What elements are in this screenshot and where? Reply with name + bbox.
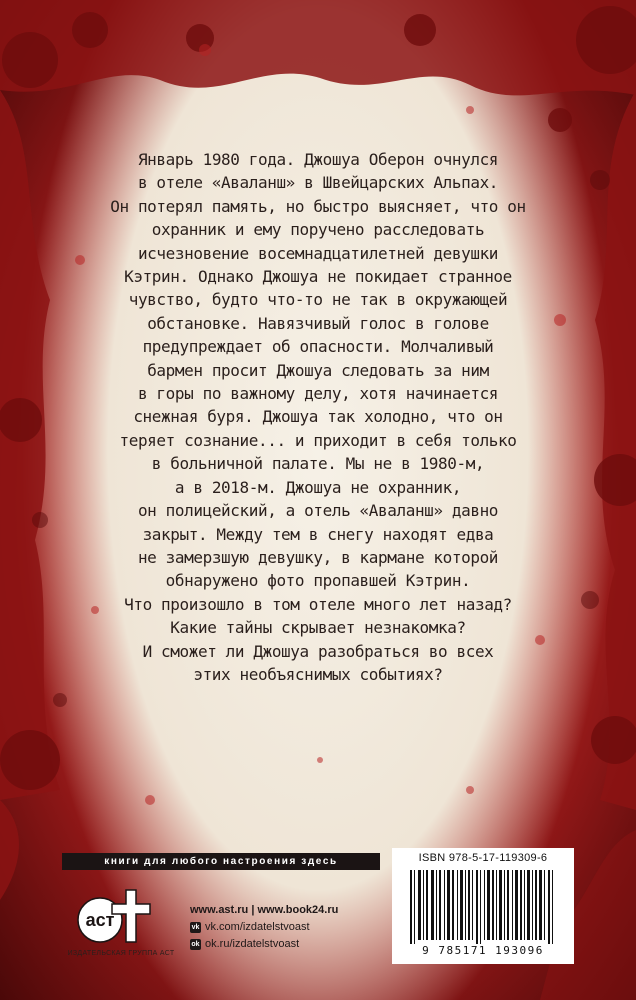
website-links[interactable]: www.ast.ru | www.book24.ru: [190, 904, 339, 916]
tagline-banner: книги для любого настроения здесь: [62, 853, 380, 870]
barcode-panel: [392, 848, 574, 964]
annotation-line: Что произошло в том отеле много лет назад?: [124, 594, 512, 614]
barcode-icon: [406, 870, 560, 944]
ok-icon: ok: [191, 941, 200, 948]
annotation-text: [0, 148, 636, 686]
annotation-line: обстановке. Навязчивый голос в голове: [147, 313, 489, 333]
annotation-line: а в 2018-м. Джошуа не охранник,: [174, 477, 462, 497]
annotation-line: предупреждает об опасности. Молчаливый: [142, 337, 494, 357]
annotation-line: снежная буря. Джошуа так холодно, что он: [133, 407, 503, 427]
annotation-line: закрыт. Между тем в снегу находят едва: [142, 524, 494, 544]
annotation-line: он полицейский, а отель «Аваланш» давно: [137, 501, 499, 521]
annotation-line: бармен просит Джошуа следовать за ним: [147, 360, 489, 380]
vk-icon: vk: [191, 924, 200, 931]
annotation-line: в больничной палате. Мы не в 1980-м,: [151, 454, 485, 474]
ok-link[interactable]: ok.ru/izdatelstvoast: [205, 938, 300, 950]
annotation-line: теряет сознание... и приходит в себя только: [119, 430, 517, 450]
isbn-text: ISBN 978-5-17-119309-6: [418, 852, 548, 864]
annotation-line: Он потерял память, но быстро выясняет, что он: [110, 196, 526, 216]
annotation-line: чувство, будто что-то не так в окружающей: [128, 290, 508, 310]
annotation-line: Кэтрин. Однако Джошуа не покидает странное: [124, 267, 512, 287]
annotation-line: в горы по важному делу, хотя начинается: [137, 384, 499, 404]
ean-digits: 9 785171 193096: [422, 944, 544, 957]
annotation-line: Январь 1980 года. Джошуа Оберон очнулся: [137, 150, 499, 169]
annotation-line: охранник и ему поручено расследовать: [151, 220, 485, 240]
vk-link[interactable]: vk.com/izdatelstvoast: [205, 921, 310, 933]
logo-text: аст: [85, 910, 115, 930]
annotation-line: в отеле «Аваланш» в Швейцарских Альпах.: [137, 173, 499, 193]
annotation-line: И сможет ли Джошуа разобраться во всех: [142, 641, 494, 661]
annotation-line: обнаружено фото пропавшей Кэтрин.: [165, 571, 471, 591]
annotation-line: исчезновение восемнадцатилетней девушки: [137, 243, 499, 263]
contact-links: [190, 902, 338, 953]
publisher-caption: ИЗДАТЕЛЬСКАЯ ГРУППА АСТ: [67, 950, 175, 957]
annotation-line: не замерзшую девушку, в кармане которой: [137, 547, 499, 567]
annotation-line: этих необъяснимых событиях?: [193, 664, 443, 684]
annotation-line: Какие тайны скрывает незнакомка?: [170, 618, 466, 638]
publisher-logo-icon: [72, 880, 162, 948]
publisher-logo[interactable]: [72, 880, 162, 948]
